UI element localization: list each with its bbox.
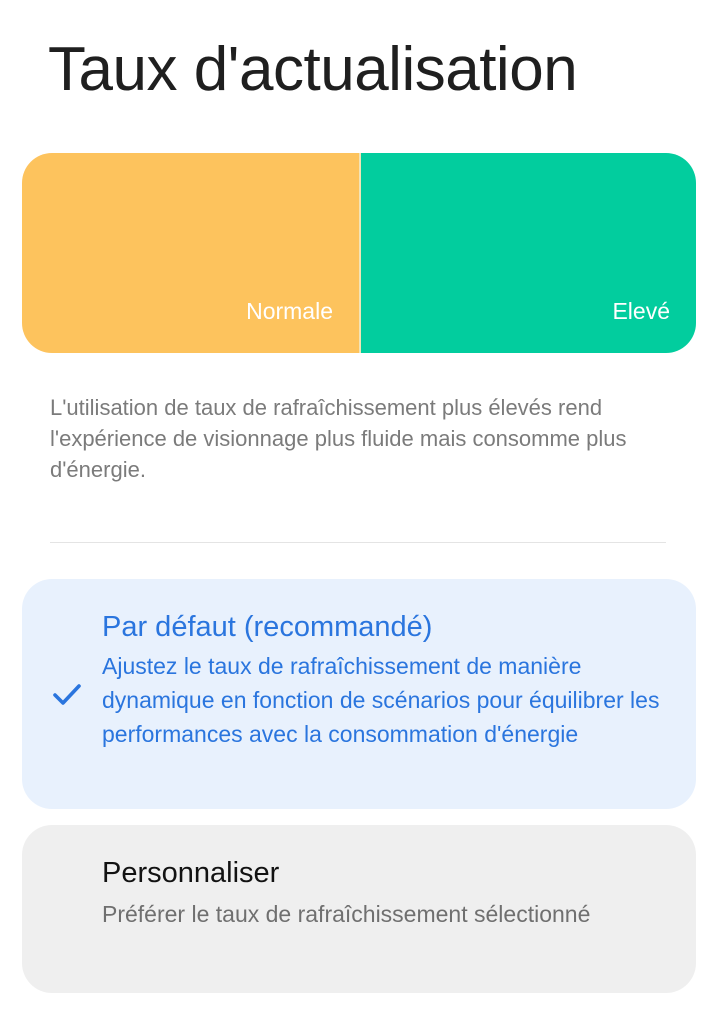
option-customize-description: Préférer le taux de rafraîchissement sélectionné bbox=[102, 901, 591, 927]
option-default-title: Par défaut (recommandé) bbox=[102, 611, 433, 643]
preview-normal-panel bbox=[22, 153, 359, 353]
preview-high-panel bbox=[359, 153, 696, 353]
option-default-recommended[interactable] bbox=[22, 579, 696, 809]
option-default-description: Ajustez le taux de rafraîchissement de manière dynamique en fonction de scénarios pour équilibrer les performances avec la consommation d'énergie bbox=[102, 653, 660, 747]
preview-normal-label: Normale bbox=[246, 298, 333, 324]
preview-high-label: Elevé bbox=[612, 298, 670, 324]
option-customize-title: Personnaliser bbox=[102, 857, 280, 889]
refresh-rate-info-text: L'utilisation de taux de rafraîchissement plus élevés rend l'expérience de visionnage plus fluide mais consomme plus d'énergie. bbox=[50, 395, 627, 482]
option-customize[interactable] bbox=[22, 825, 696, 993]
refresh-rate-preview bbox=[22, 153, 696, 353]
section-divider bbox=[50, 542, 666, 543]
page-title: Taux d'actualisation bbox=[48, 35, 578, 104]
check-icon bbox=[52, 682, 82, 708]
